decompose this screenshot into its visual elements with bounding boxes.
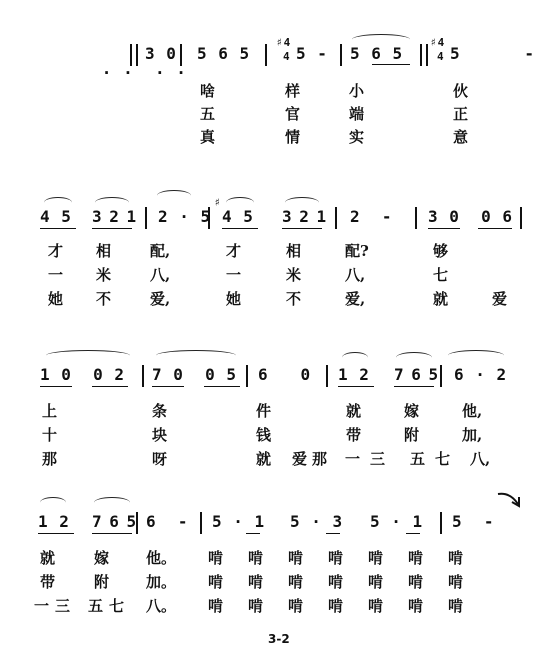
lyric: 啃 — [208, 549, 224, 567]
underline — [326, 533, 340, 534]
time-signature: 4 — [437, 50, 445, 63]
slur — [157, 190, 191, 201]
lyric: 带 — [346, 426, 362, 444]
lyric: 那 — [42, 450, 58, 468]
lyric: 爱 — [492, 290, 508, 308]
lyric: 爱, — [345, 290, 366, 308]
lyric: 啃 — [368, 573, 384, 591]
lyric: 啃 — [408, 549, 424, 567]
underline — [246, 533, 260, 534]
slur — [156, 350, 236, 361]
lyric: 八, — [470, 450, 491, 468]
lyric: 小 — [349, 82, 365, 100]
arrow-icon — [496, 490, 526, 514]
note-group: 3 2 1 — [92, 207, 136, 226]
note-group: 4 5 — [40, 207, 72, 226]
note-group: 7 6 5 — [92, 512, 136, 531]
note-group: 5 · 1 — [212, 512, 266, 531]
time-signature: ♯4 — [430, 36, 446, 49]
note-group: 5 - — [450, 44, 536, 63]
barline — [142, 365, 144, 387]
lyric: 八。 — [146, 597, 177, 615]
lyric: 啃 — [368, 549, 384, 567]
barline — [136, 512, 138, 534]
note-group: 3 0 — [145, 44, 177, 63]
lyric: 啃 — [248, 597, 264, 615]
lyric: 十 — [42, 426, 58, 444]
underline — [394, 386, 434, 387]
lyric: 米 — [286, 266, 302, 284]
lyric: 一三 — [34, 597, 77, 615]
lyric: 够 — [433, 242, 449, 260]
lyric: 啃 — [208, 573, 224, 591]
underline — [406, 533, 420, 534]
lyric: 啃 — [448, 597, 464, 615]
lyric: 正 — [453, 105, 469, 123]
lyric: 条 — [152, 402, 168, 420]
lyric: 意 — [453, 128, 469, 146]
lyric: 啃 — [448, 573, 464, 591]
sharp-sign: ♯ — [214, 196, 222, 209]
lyric: 一 — [48, 266, 64, 284]
note: · — [101, 63, 113, 82]
barline — [415, 207, 417, 229]
slur — [448, 350, 504, 361]
lyric: 七 — [433, 266, 449, 284]
time-signature: ♯4 — [276, 36, 292, 49]
barline — [130, 44, 138, 66]
underline — [222, 228, 258, 229]
note-group: 5 - — [296, 44, 328, 63]
slur — [342, 352, 368, 363]
note-group: 1 0 0 2 — [40, 365, 126, 384]
lyric: 嫁 — [94, 549, 110, 567]
lyric: 他, — [462, 402, 483, 420]
lyric: 啃 — [408, 597, 424, 615]
lyric: 不 — [96, 290, 112, 308]
note-group: 2 · 5 — [158, 207, 212, 226]
lyric: 八, — [150, 266, 171, 284]
note-group: 3 0 0 6 — [428, 207, 514, 226]
lyric: 配, — [150, 242, 171, 260]
lyric: 呀 — [152, 450, 168, 468]
lyric: 实 — [349, 128, 365, 146]
lyric: 官 — [285, 105, 301, 123]
lyric: 一 — [226, 266, 242, 284]
underline — [338, 386, 374, 387]
underline — [40, 386, 72, 387]
note-group: 6 0 — [258, 365, 312, 384]
lyric: 爱, — [150, 290, 171, 308]
barline — [180, 44, 182, 66]
slur — [40, 497, 66, 508]
underline — [478, 228, 512, 229]
lyric: 她 — [226, 290, 242, 308]
lyric: 钱 — [256, 426, 272, 444]
note-group: 6 · 2 — [454, 365, 508, 384]
lyric: 那 — [312, 450, 328, 468]
note-group: 5 · 3 — [290, 512, 344, 531]
barline — [265, 44, 267, 66]
note-group: 7 0 0 5 — [152, 365, 238, 384]
lyric: 八, — [345, 266, 366, 284]
lyric: 啃 — [448, 549, 464, 567]
lyric: 不 — [286, 290, 302, 308]
barline — [200, 512, 202, 534]
lyric: 就 — [40, 549, 56, 567]
lyric: 一三 — [345, 450, 396, 468]
lyric: 啃 — [328, 597, 344, 615]
lyric: 就 — [346, 402, 362, 420]
barline — [440, 512, 442, 534]
slur — [46, 350, 130, 361]
lyric: 相 — [96, 242, 112, 260]
underline — [428, 228, 460, 229]
lyric: 啃 — [288, 549, 304, 567]
underline — [204, 386, 240, 387]
underline — [92, 228, 132, 229]
barline — [420, 44, 428, 66]
note-group: 5 6 5 — [197, 44, 251, 63]
lyric: 啃 — [408, 573, 424, 591]
lyric: 五 — [200, 105, 216, 123]
lyric: 上 — [42, 402, 58, 420]
lyric: 就 — [433, 290, 449, 308]
barline — [520, 207, 522, 229]
note: · — [154, 63, 166, 82]
barline — [440, 365, 442, 387]
lyric: 才 — [48, 242, 64, 260]
note-group: 5 - — [452, 512, 495, 531]
lyric: 五七 — [88, 597, 131, 615]
barline — [208, 207, 210, 229]
lyric: 啃 — [208, 597, 224, 615]
lyric: 带 — [40, 573, 56, 591]
note-group: 1 2 — [38, 512, 70, 531]
underline — [38, 533, 74, 534]
lyric: 真 — [200, 128, 216, 146]
lyric: 嫁 — [404, 402, 420, 420]
lyric: 才 — [226, 242, 242, 260]
lyric: 加。 — [146, 573, 177, 591]
lyric: 啥 — [200, 82, 216, 100]
lyric: 啃 — [328, 573, 344, 591]
underline — [282, 228, 322, 229]
lyric: 附 — [404, 426, 420, 444]
lyric: 啃 — [248, 573, 264, 591]
barline — [335, 207, 337, 229]
note-group: 6 - — [146, 512, 189, 531]
slur — [94, 497, 130, 508]
barline — [326, 365, 328, 387]
lyric: 啃 — [288, 597, 304, 615]
lyric: 米 — [96, 266, 112, 284]
underline — [92, 533, 132, 534]
lyric: 相 — [286, 242, 302, 260]
lyric: 附 — [94, 573, 110, 591]
lyric: 就 — [256, 450, 272, 468]
note-group: 1 2 — [338, 365, 370, 384]
lyric: 他。 — [146, 549, 177, 567]
time-signature: 4 — [283, 50, 291, 63]
barline — [145, 207, 147, 229]
lyric: 端 — [349, 105, 365, 123]
lyric: 情 — [285, 128, 301, 146]
lyric: 啃 — [368, 597, 384, 615]
underline — [92, 386, 128, 387]
lyric: 样 — [285, 82, 301, 100]
barline — [340, 44, 342, 66]
note: · — [123, 63, 134, 82]
lyric: 五七 — [410, 450, 461, 468]
note-group: 3 2 1 — [282, 207, 326, 226]
lyric: 啃 — [288, 573, 304, 591]
lyric: 爱 — [292, 450, 308, 468]
note-group: 5 · 1 — [370, 512, 424, 531]
lyric: 伙 — [453, 82, 469, 100]
barline — [246, 365, 248, 387]
underline — [40, 228, 76, 229]
underline — [152, 386, 184, 387]
lyric: 啃 — [248, 549, 264, 567]
lyric: 她 — [48, 290, 64, 308]
underline — [372, 64, 410, 65]
lyric: 配? — [345, 242, 369, 260]
note-group: 4 5 — [222, 207, 254, 226]
note-group: 5 6 5 — [350, 44, 404, 63]
lyric: 啃 — [328, 549, 344, 567]
note: · — [176, 63, 187, 82]
slur — [396, 352, 432, 363]
page-number: 3-2 — [268, 632, 290, 646]
lyric: 加, — [462, 426, 483, 444]
note-group: 2 - — [350, 207, 393, 226]
note-group: 7 6 5 — [394, 365, 438, 384]
lyric: 件 — [256, 402, 272, 420]
lyric: 块 — [152, 426, 168, 444]
